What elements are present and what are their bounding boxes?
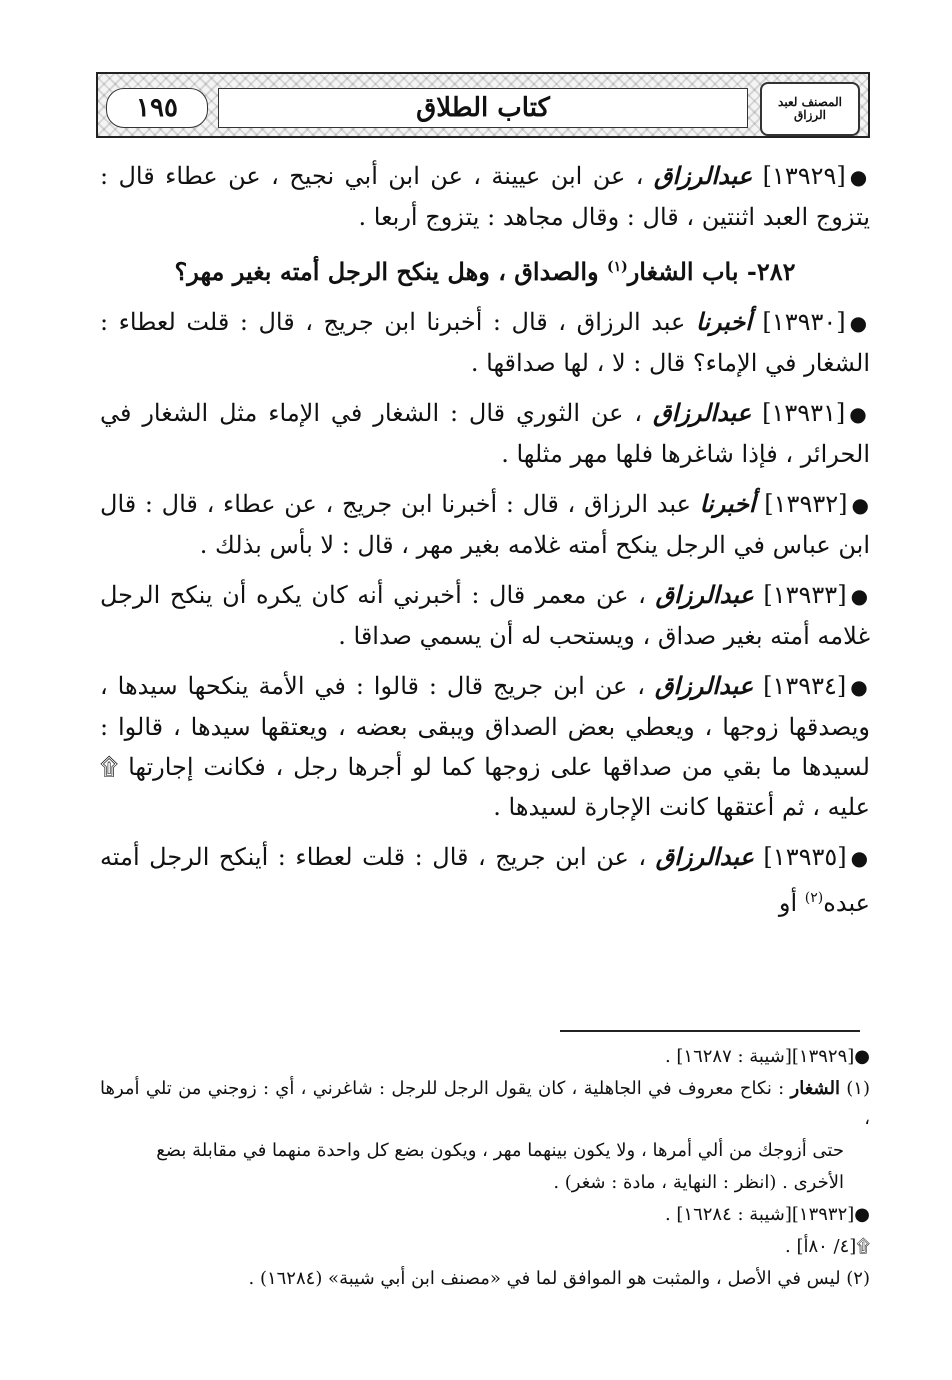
footnote-item: (٢) ليس في الأصل ، والمثبت هو الموافق لما في «مصنف ابن أبي شيبة» (١٦٢٨٤) . [248, 1268, 870, 1289]
hadith-source: عبدالرزاق [654, 671, 754, 700]
hadith-paragraph [100, 393, 870, 474]
hadith-text: ، عن الثوري قال : الشغار في الإماء مثل الشغار في الحرائر ، فإذا شاغرها فلها مهر مثلها . [100, 399, 870, 468]
bullet-icon: ● [849, 165, 870, 189]
footnote-continuation: حتى أزوجك من ألي أمرها ، ولا يكون بينهما مهر ، ويكون بضع كل واحدة منهما في مقابلة بضع [156, 1140, 844, 1161]
footnote-text: [٤/ ٨٠أ] . [785, 1236, 857, 1257]
bullet-icon: ● [850, 846, 870, 870]
bullet-icon: ● [854, 1204, 870, 1225]
hadith-number: [١٣٩٣٣] [763, 581, 847, 609]
hadith-text: ، عن ابن عيينة ، عن ابن أبي نجيح ، عن عطاء قال : يتزوج العبد اثنتين ، قال : وقال مجاهد : يتزوج أربعا . [100, 162, 870, 231]
chapter-title: ٢٨٢- باب الشغار [627, 257, 796, 286]
bullet-icon: ● [849, 311, 870, 335]
footnote-marker: (١) [606, 259, 628, 275]
bullet-icon: ● [851, 493, 870, 517]
hadith-text: عبد الرزاق ، قال : أخبرنا ابن جريج ، قال : قلت لعطاء : الشغار في الإماء؟ قال : لا ، لها صداقها . [100, 308, 870, 377]
page-header [96, 72, 870, 138]
hadith-paragraph [100, 302, 870, 383]
hadith-number: [١٣٩٣٢] [764, 490, 848, 518]
header-title: كتاب الطلاق [416, 93, 550, 123]
hadith-number: [١٣٩٣٤] [763, 672, 847, 700]
footnote-marker: (٢) [804, 890, 824, 906]
bullet-icon: ● [850, 584, 870, 608]
bullet-icon: ● [854, 1046, 870, 1067]
footnote-item [100, 1200, 870, 1230]
hadith-number: [١٣٩٣٥] [763, 843, 847, 871]
chapter-title-rest: والصداق ، وهل ينكح الرجل أمته بغير مهر؟ [174, 257, 599, 286]
hadith-paragraph [100, 837, 870, 923]
hadith-paragraph [100, 575, 870, 656]
main-text [100, 156, 870, 933]
hadith-text: ، عن معمر قال : أخبرني أنه كان يكره أن ينكح الرجل غلامه أمته بغير صداق ، ويستحب له أن يسمي صداقا . [100, 581, 870, 650]
footnote-term: الشغار [790, 1078, 840, 1099]
footnote-item [100, 1074, 870, 1134]
footnote-item [100, 1232, 870, 1262]
chapter-heading [100, 247, 870, 292]
hadith-source: عبدالرزاق [655, 842, 754, 871]
bullet-icon: ● [849, 402, 870, 426]
footnote-item [100, 1042, 870, 1072]
hadith-source: أخبرنا [695, 307, 752, 336]
hadith-number: [١٣٩٣٠] [762, 308, 846, 336]
hadith-paragraph [100, 484, 870, 565]
footnote-continuation: الأخرى . (انظر : النهاية ، مادة : شغر) . [553, 1172, 844, 1193]
page-number: ١٩٥ [136, 93, 178, 123]
hadith-paragraph [100, 156, 870, 237]
hadith-number: [١٣٩٣١] [762, 399, 846, 427]
footnote-text: [١٣٩٣٢][شيبة : ١٦٢٨٤] . [664, 1204, 855, 1225]
manuscript-marker-icon: ۩ [856, 1236, 870, 1257]
footnote-number: (١) [846, 1078, 870, 1099]
hadith-text: ، عن ابن جريج قال : قالوا : في الأمة ينكحها سيدها ، ويصدقها زوجها ، ويعطي بعض الصداق ويبقى بعضه ، ويعتقها سيدها ، قالوا : لسيدها ما بقي من صداقها على زوجها كما لو أجرها رجل ، فكانت إجارتها ۩ عليه ، ثم أعتقها كانت الإجارة لسيدها . [100, 672, 870, 821]
page-number-box [106, 88, 208, 128]
hadith-source: عبدالرزاق [655, 580, 754, 609]
hadith-number: [١٣٩٢٩] [762, 162, 846, 190]
hadith-source: عبدالرزاق [652, 398, 752, 427]
hadith-text: عبد الرزاق ، قال : أخبرنا ابن جريج ، عن عطاء ، قال : قال ابن عباس في الرجل ينكح أمته غلامه بغير مهر ، قال : لا بأس بذلك . [100, 490, 870, 559]
header-title-box [218, 88, 748, 128]
hadith-paragraph [100, 666, 870, 827]
book-logo: المصنف لعبد الرزاق [760, 82, 860, 136]
footnote-text: [١٣٩٢٩][شيبة : ١٦٢٨٧] . [664, 1046, 855, 1067]
hadith-source: عبدالرزاق [653, 161, 753, 190]
hadith-source: أخبرنا [699, 489, 756, 518]
footnotes [100, 1040, 870, 1296]
hadith-text: ، عن ابن جريج ، قال : قلت لعطاء : أينكح الرجل أمته عبده [100, 843, 870, 917]
footnote-text: : نكاح معروف في الجاهلية ، كان يقول الرجل للرجل : شاغرني ، أي : زوجني من تلي أمرها ، [100, 1078, 870, 1129]
hadith-text-tail: أو [778, 889, 798, 917]
footnote-divider [560, 1030, 860, 1032]
bullet-icon: ● [850, 675, 870, 699]
